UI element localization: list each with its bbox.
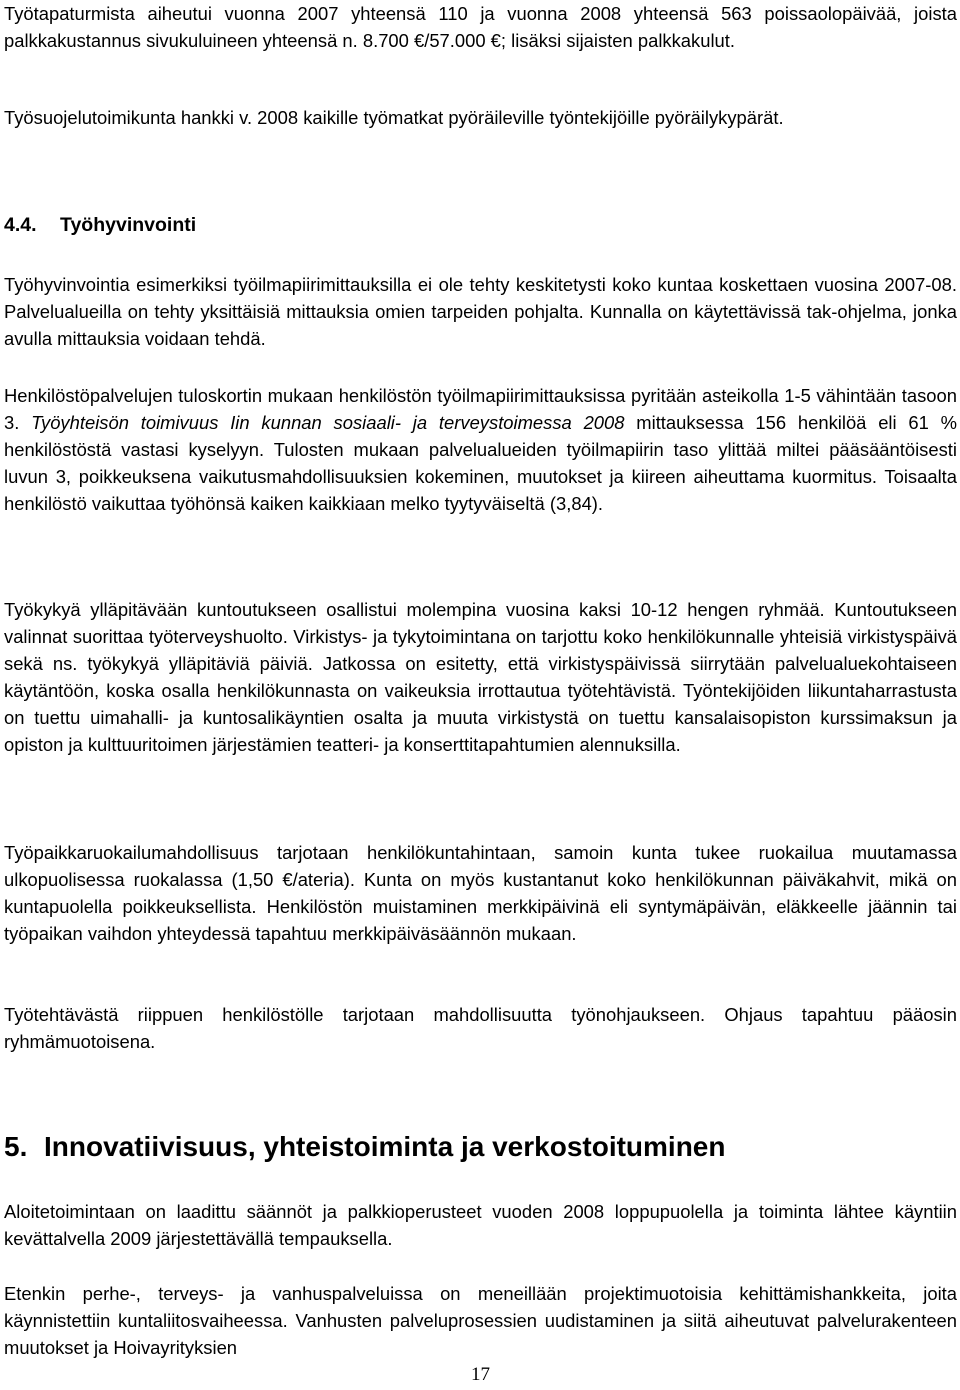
section-number: 4.4.	[4, 214, 37, 236]
survey-title-italic: Työyhteisön toimivuus Iin kunnan sosiaali- ja terveystoimessa 2008	[31, 412, 625, 433]
paragraph-scorecard-results	[4, 382, 957, 517]
chapter-number: 5.	[4, 1131, 28, 1162]
text-run: Henkilöstöpalvelujen tuloskortin mukaan henkilöstön työilmapiirimittauksissa pyritään asteikolla 1-5 vähintään tasoon 3.	[4, 385, 957, 433]
paragraph-work-accidents: Työtapaturmista aiheutui vuonna 2007 yhteensä 110 ja vuonna 2008 yhteensä 563 poissaolopäivää, joista palkkakustannus sivukuluineen yhteensä n. 8.700 €/57.000 €; lisäksi sijaisten palkkakulut.	[4, 3, 957, 51]
paragraph-meals: Työpaikkaruokailumahdollisuus tarjotaan henkilökuntahintaan, samoin kunta tukee ruokailua muutamassa ulkopuolisessa ruokalassa (1,50 €/ateria). Kunta on myös kustantanut koko henkilökunnan päiväkahvit, mikä on kuntapuolella poikkeuksellista. Henkilöstön muistaminen merkkipäivinä eli syntymäpäivän, eläkkeelle jäännin tai työpaikan vaihdon yhteydessä tapahtuu merkkipäiväsäännön mukaan.	[4, 842, 957, 944]
chapter-title: Innovatiivisuus, yhteistoiminta ja verkostoituminen	[44, 1131, 726, 1162]
page-number: 17	[471, 1364, 490, 1385]
text-run: mittauksessa 156 henkilöä eli 61 % henkilöstöstä vastasi kyselyyn. Tulosten mukaan palvelualueiden työilmapiirin taso ylittää miltei pääsääntöisesti luvun 3, poikkeuksena vaikutusmahdollisuuksien kokeminen, muutokset ja kiireen aiheuttama kuormitus. Toisaalta henkilöstö vaikuttaa työhönsä kaiken kaikkiaan melko tyytyväiseltä (3,84).	[4, 412, 957, 514]
paragraph-rehabilitation: Työkykyä ylläpitävään kuntoutukseen osallistui molempina vuosina kaksi 10-12 hengen ryhmää. Kuntoutukseen valinnat suorittaa työterveyshuolto. Virkistys- ja tykytoimintana on tarjottu koko henkilökunnalle yhteisiä virkistyspäivä sekä ns. työkykyä ylläpitäviä päiviä. Jatkossa on esitetty, että virkistyspäivissä siirrytään palvelualuekohtaiseen käytäntöön, koska osalla henkilökunnasta on vaikeuksia irrottautua työtehtävistä. Työntekijöiden liikuntaharrastusta on tuettu uimahalli- ja kuntosalikäyntien osalta ja muuta virkistystä on tuettu kansalaisopiston kurssimaksun ja opiston ja kulttuuritoimen järjestämien teatteri- ja konserttitapahtumien alennuksilla.	[4, 599, 957, 755]
section-heading-4-4	[4, 212, 196, 239]
paragraph-supervision: Työtehtävästä riippuen henkilöstölle tarjotaan mahdollisuutta työnohjaukseen. Ohjaus tapahtuu pääosin ryhmämuotoisena.	[4, 1004, 957, 1052]
paragraph-development-projects: Etenkin perhe-, terveys- ja vanhuspalveluissa on meneillään projektimuotoisia kehittämishankkeita, joita käynnistettiin kuntaliitosvaiheessa. Vanhusten palveluprosessien uudistaminen ja siitä aiheutuvat palvelurakenteen muutokset ja Hoivayrityksien	[4, 1283, 957, 1358]
section-title: Työhyvinvointi	[60, 214, 197, 236]
paragraph-wellbeing-measurements: Työhyvinvointia esimerkiksi työilmapiirimittauksilla ei ole tehty keskitetysti koko kuntaa koskettaen vuosina 2007-08. Palvelualueilla on tehty yksittäisiä mittauksia omien tarpeiden pohjalta. Kunnalla on käytettävissä tak-ohjelma, jonka avulla mittauksia voidaan tehdä.	[4, 274, 957, 349]
document-page	[4, 0, 957, 1390]
chapter-heading-5	[4, 1130, 725, 1164]
paragraph-bicycle-helmets: Työsuojelutoimikunta hankki v. 2008 kaikille työmatkat pyöräileville työntekijöille pyöräilykypärät.	[4, 107, 784, 128]
paragraph-suggestion-system: Aloitetoimintaan on laadittu säännöt ja palkkioperusteet vuoden 2008 loppupuolella ja toiminta lähtee käyntiin kevättalvella 2009 järjestettävällä tempauksella.	[4, 1201, 957, 1249]
